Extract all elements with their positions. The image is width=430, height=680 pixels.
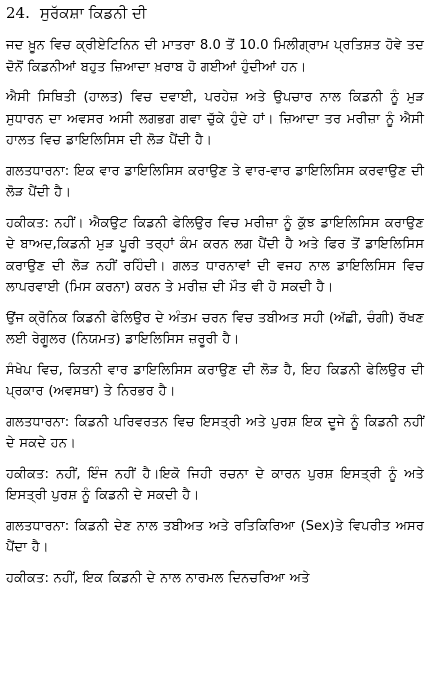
paragraph-intro: ਜਦ ਖ਼ੂਨ ਵਿਚ ਕ੍ਰੀਏਟਿਨਿਨ ਦੀ ਮਾਤਰਾ 8.0 ਤੋਂ 10.0 ਮਿਲੀਗ੍ਰਾਮ ਪ੍ਰਤਿਸ਼ਤ ਹੋਵੇ ਤਦ ਦੋਨੋਂ ਕਿਡਨੀਆਂ ਬਹੁਤ ਜ਼ਿਆਦਾ ਖ਼ਰਾਬ ਹੋ ਗਈਆਂ ਹੁੰਦੀਆਂ ਹਨ। <box>6 38 424 75</box>
paragraph-fact-2: ਹਕੀਕਤ: ਨਹੀਂ, ਇੰਜ ਨਹੀਂ ਹੈ।ਇਕੋ ਜਿਹੀ ਰਚਨਾ ਦੇ ਕਾਰਨ ਪੁਰਸ਼ ਇਸਤ੍ਰੀ ਨੂੰ ਅਤੇ ਇਸਤ੍ਰੀ ਪੁਰਸ਼ ਨੂੰ ਕਿਡਨੀ ਦੇ ਸਕਦੀ ਹੈ। <box>6 466 424 503</box>
paragraph-summary: ਸੰਖੇਪ ਵਿਚ, ਕਿਤਨੀ ਵਾਰ ਡਾਇਲਿਸਿਸ ਕਰਾਉਣ ਦੀ ਲੋੜ ਹੈ, ਇਹ ਕਿਡਨੀ ਫੇਲਿਉਰ ਦੀ ਪ੍ਰਕਾਰ (ਅਵਸਥਾ) ਤੇ ਨਿਰਭਰ ਹੈ। <box>6 362 424 399</box>
paragraph-situation: ਐਸੀ ਸਿਥਿਤੀ (ਹਾਲਤ) ਵਿਚ ਦਵਾਈ, ਪਰਹੇਜ਼ ਅਤੇ ਉਪਚਾਰ ਨਾਲ ਕਿਡਨੀ ਨੂੰ ਮੁੜ ਸੁਧਾਰਨ ਦਾ ਅਵਸਰ ਅਸੀ ਲਗਭਗ ਗਵਾ ਚੁੱਕੇ ਹੁੰਦੇ ਹਾਂ। ਜ਼ਿਆਦਾ ਤਰ ਮਰੀਜ਼ਾ ਨੂੰ ਐਸੀ ਹਾਲਤ ਵਿਚ ਡਾਇਲਿਸਿਸ ਦੀ ਲੋੜ ਪੈਂਦੀ ਹੈ। <box>6 90 424 148</box>
section-heading <box>6 3 424 23</box>
paragraph-chronic: ਉਂਜ ਕ੍ਰੋਨਿਕ ਕਿਡਨੀ ਫੇਲਿਉਰ ਦੇ ਅੰਤਮ ਚਰਨ ਵਿਚ ਤਬੀਅਤ ਸਹੀ (ਅੱਛੀ, ਚੰਗੀ) ਰੱਖਣ ਲਈ ਰੇਗੂਲਰ (ਨਿਯਮਤ) ਡਾਇਲਿਸਿਸ ਜ਼ਰੂਰੀ ਹੈ। <box>6 310 424 347</box>
section-title: ਸੁਰੱਕਸ਼ਾ ਕਿਡਨੀ ਦੀ <box>40 4 147 22</box>
section-number: 24. <box>6 4 30 22</box>
paragraph-fact-3: ਹਕੀਕਤ: ਨਹੀਂ, ਇਕ ਕਿਡਨੀ ਦੇ ਨਾਲ ਨਾਰਮਲ ਦਿਨਚਰਿਆ ਅਤੇ <box>6 570 310 586</box>
paragraph-misconception-2: ਗਲਤਧਾਰਨਾ: ਕਿਡਨੀ ਪਰਿਵਰਤਨ ਵਿਚ ਇਸਤ੍ਰੀ ਅਤੇ ਪੁਰਸ਼ ਇਕ ਦੂਜੇ ਨੂੰ ਕਿਡਨੀ ਨਹੀਂ ਦੇ ਸਕਦੇ ਹਨ। <box>6 414 424 451</box>
paragraph-misconception-3: ਗਲਤਧਾਰਨਾ: ਕਿਡਨੀ ਦੇਣ ਨਾਲ ਤਬੀਅਤ ਅਤੇ ਰਤਿਕਿਰਿਆ (Sex)ਤੇ ਵਿਪਰੀਤ ਅਸਰ ਪੈਂਦਾ ਹੈ। <box>6 518 424 555</box>
paragraph-misconception-1: ਗਲਤਧਾਰਨਾ: ਇਕ ਵਾਰ ਡਾਇਲਿਸਿਸ ਕਰਾਉਣ ਤੇ ਵਾਰ-ਵਾਰ ਡਾਇਲਿਸਿਸ ਕਰਵਾਉਣ ਦੀ ਲੋੜ ਪੈਂਦੀ ਹੈ। <box>6 163 424 200</box>
paragraph-fact-1: ਹਕੀਕਤ: ਨਹੀਂ। ਐਕਉਟ ਕਿਡਨੀ ਫੇਲਿਉਰ ਵਿਚ ਮਰੀਜ਼ਾ ਨੂੰ ਕੁੱਝ ਡਾਇਲਿਸਿਸ ਕਰਾਉਣ ਦੇ ਬਾਅਦ,ਕਿਡਨੀ ਮੁੜ ਪੂਰੀ ਤਰ੍ਹਾਂ ਕੰਮ ਕਰਨ ਲਗ ਪੈਂਦੀ ਹੈ ਅਤੇ ਫਿਰ ਤੋਂ ਡਾਇਲਿਸਿਸ ਕਰਾਉਣ ਦੀ ਲੋੜ ਨਹੀਂ ਰਹਿੰਦੀ। ਗਲਤ ਧਾਰਨਾਵਾਂ ਦੀ ਵਜਹ ਨਾਲ ਡਾਇਲਿਸਿਸ ਵਿਚ ਲਾਪਰਵਾਈ (ਮਿਸ ਕਰਨਾ) ਕਰਨ ਤੇ ਮਰੀਜ਼ ਦੀ ਮੌਤ ਵੀ ਹੋ ਸਕਦੀ ਹੈ। <box>6 215 424 295</box>
